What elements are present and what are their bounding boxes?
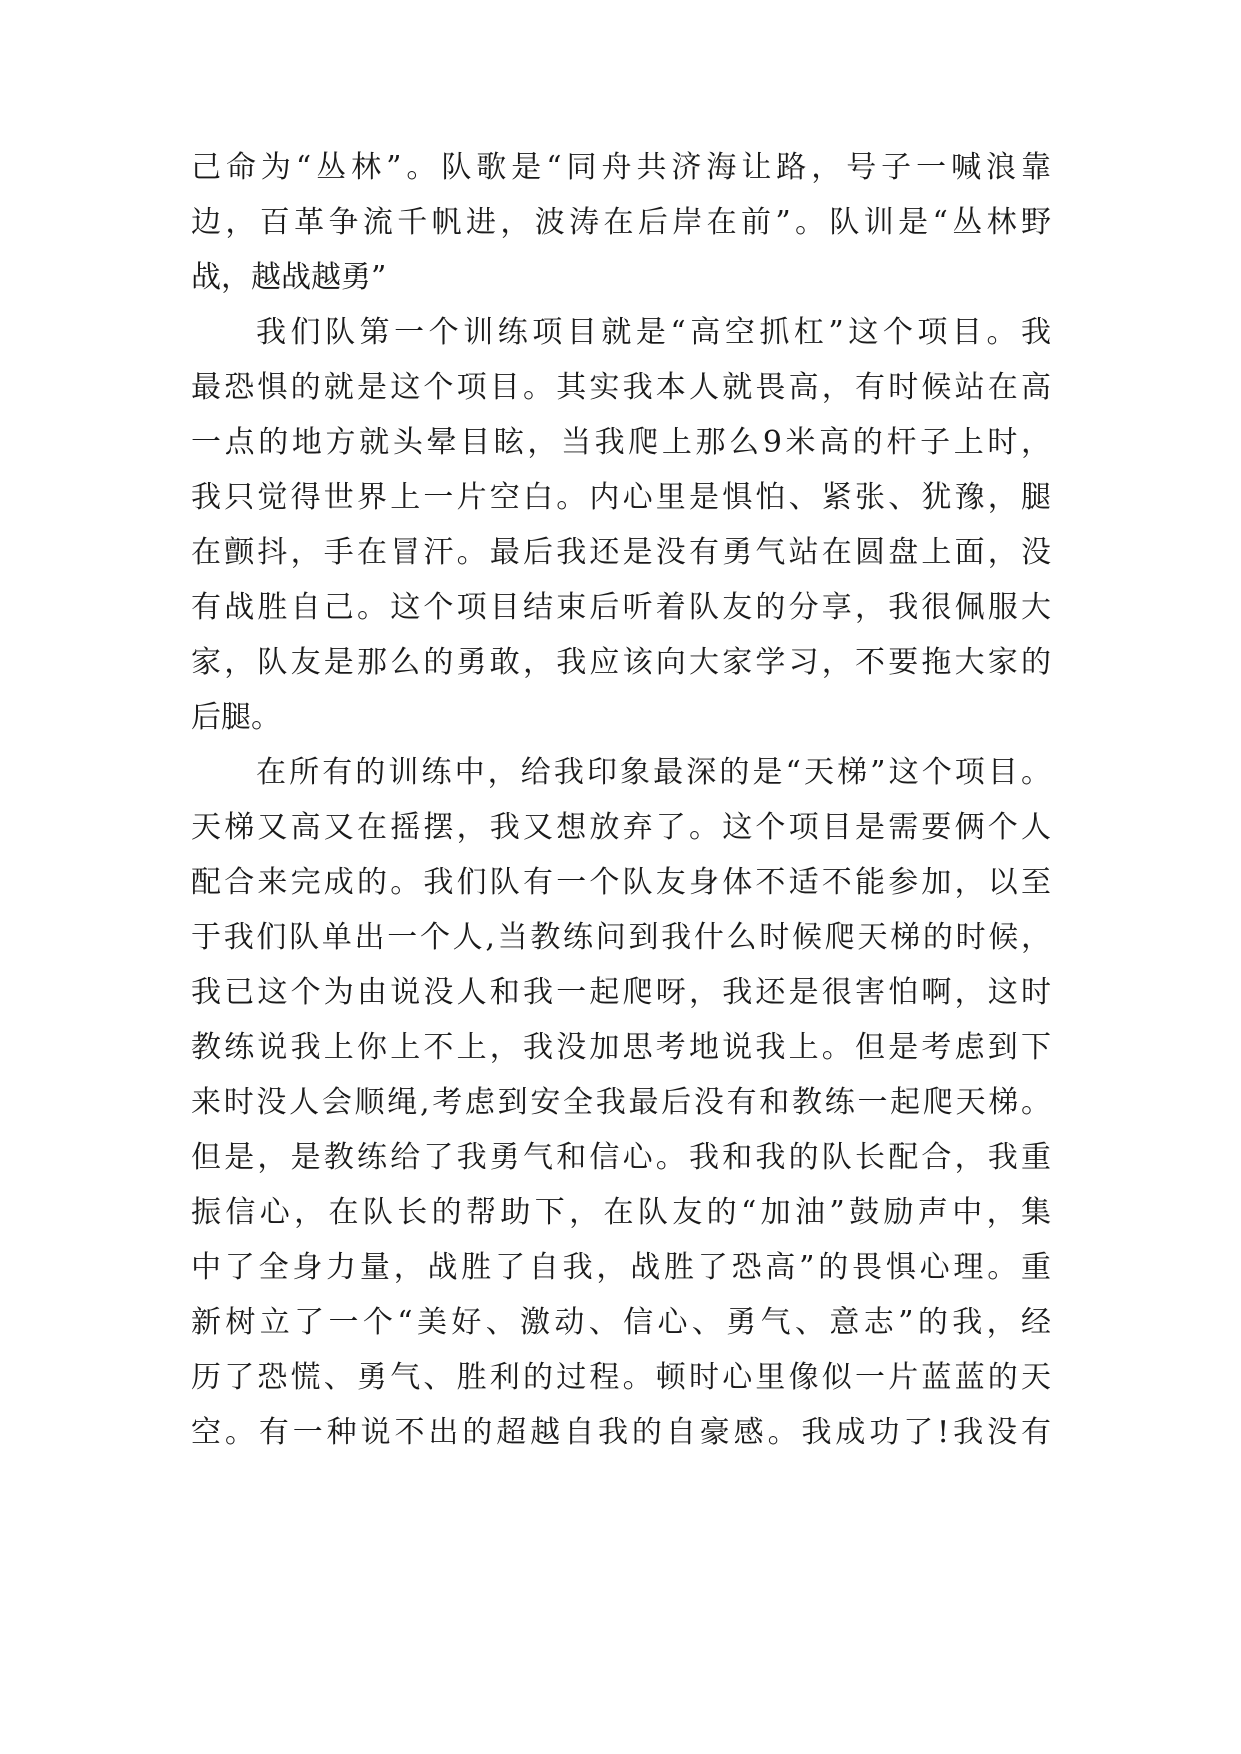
text-line: 在所有的训练中，给我印象最深的是“天梯”这个项目。: [256, 755, 1051, 790]
text-line: 最恐惧的就是这个项目。其实我本人就畏高，有时候站在高: [191, 370, 1051, 405]
text-line: 教练说我上你上不上，我没加思考地说我上。但是考虑到下: [191, 1030, 1051, 1065]
text-line: 在颤抖，手在冒汗。最后我还是没有勇气站在圆盘上面，没: [191, 535, 1051, 570]
text-line: 家，队友是那么的勇敢，我应该向大家学习，不要拖大家的: [191, 645, 1051, 680]
text-line: 空。有一种说不出的超越自我的自豪感。我成功了!我没有: [191, 1415, 1051, 1450]
text-line: 后腿。: [191, 700, 281, 735]
text-line: 天梯又高又在摇摆，我又想放弃了。这个项目是需要俩个人: [191, 810, 1051, 845]
text-line: 中了全身力量，战胜了自我，战胜了恐高”的畏惧心理。重: [191, 1250, 1051, 1285]
text-line: 来时没人会顺绳,考虑到安全我最后没有和教练一起爬天梯。: [191, 1085, 1051, 1120]
text-line: 历了恐慌、勇气、胜利的过程。顿时心里像似一片蓝蓝的天: [191, 1360, 1051, 1395]
text-line: 振信心，在队长的帮助下，在队友的“加油”鼓励声中，集: [191, 1195, 1051, 1230]
text-line: 我们队第一个训练项目就是“高空抓杠”这个项目。我: [256, 315, 1051, 350]
text-line: 一点的地方就头晕目眩，当我爬上那么9米高的杆子上时，: [191, 425, 1051, 460]
text-line: 新树立了一个“美好、激动、信心、勇气、意志”的我，经: [191, 1305, 1051, 1340]
text-line: 有战胜自己。这个项目结束后听着队友的分享，我很佩服大: [191, 590, 1051, 625]
text-line: 我已这个为由说没人和我一起爬呀，我还是很害怕啊，这时: [191, 975, 1051, 1010]
text-line: 但是，是教练给了我勇气和信心。我和我的队长配合，我重: [191, 1140, 1051, 1175]
text-line: 边，百革争流千帆进，波涛在后岸在前”。队训是“丛林野: [191, 205, 1051, 240]
text-line: 战，越战越勇”: [191, 260, 387, 295]
text-line: 我只觉得世界上一片空白。内心里是惧怕、紧张、犹豫，腿: [191, 480, 1051, 515]
text-line: 配合来完成的。我们队有一个队友身体不适不能参加，以至: [191, 865, 1051, 900]
text-line: 于我们队单出一个人,当教练问到我什么时候爬天梯的时候，: [191, 920, 1051, 955]
text-line: 己命为“丛林”。队歌是“同舟共济海让路，号子一喊浪靠: [191, 150, 1051, 185]
